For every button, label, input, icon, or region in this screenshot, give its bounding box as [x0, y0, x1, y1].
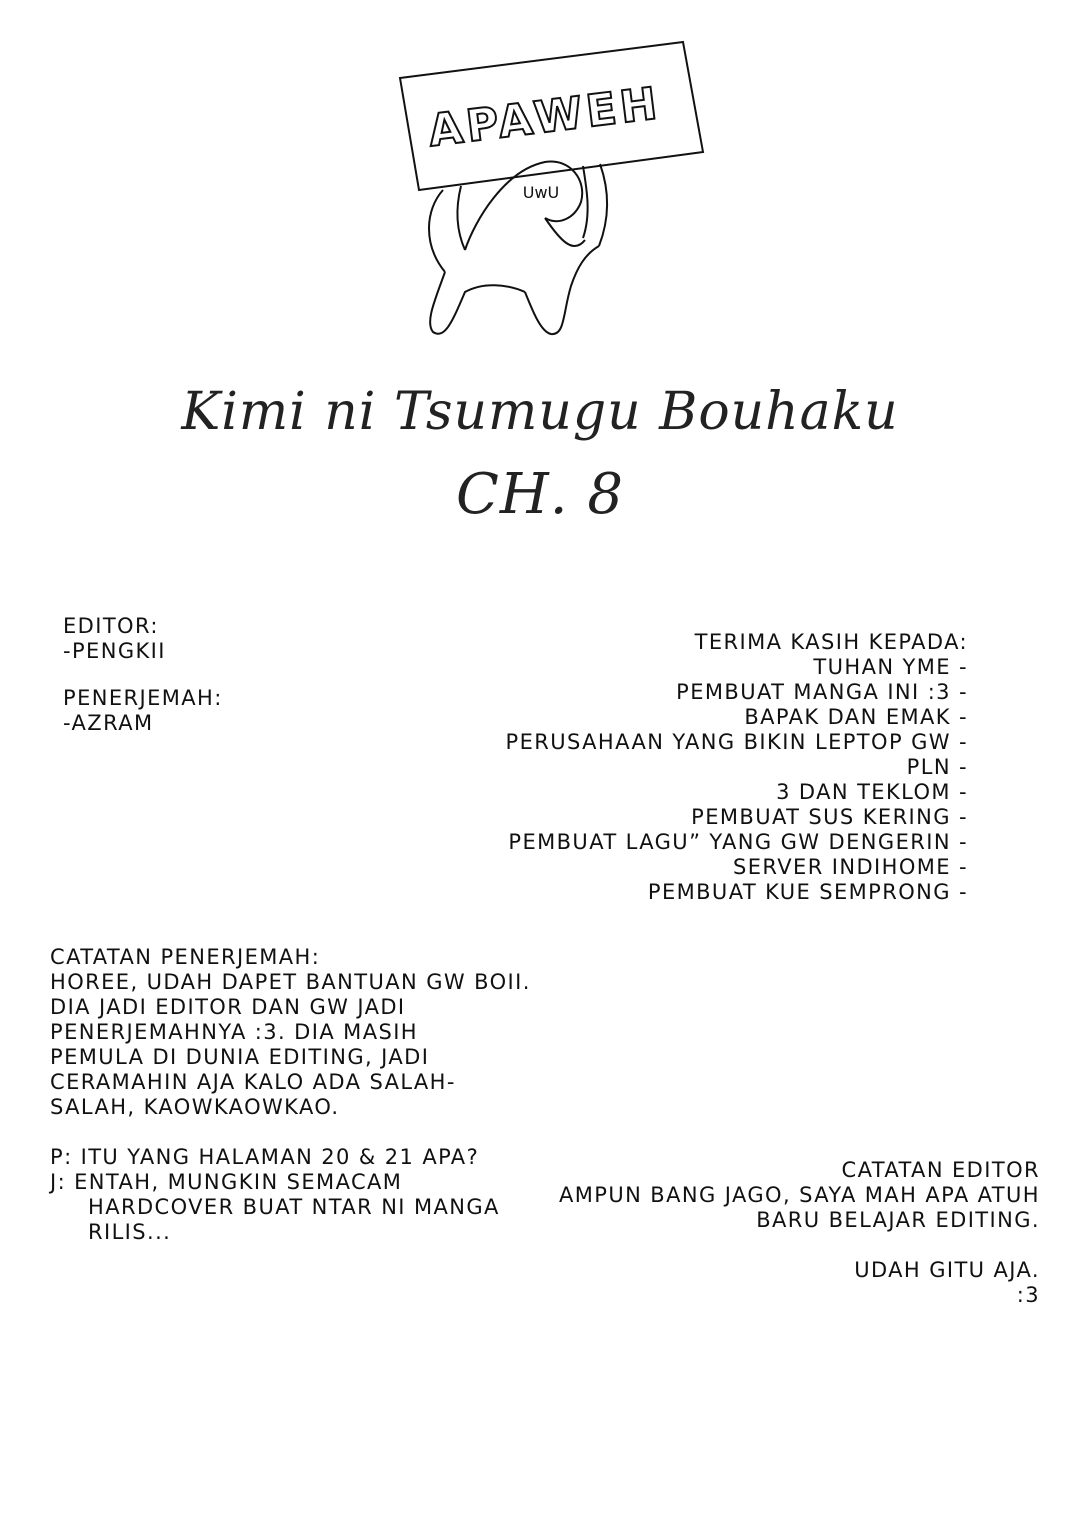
editor-name: -PENGKII — [63, 639, 166, 663]
translator-label: PENERJEMAH: — [63, 686, 223, 710]
chapter-number: CH. 8 — [456, 462, 624, 527]
mascot-face: UwU — [522, 183, 560, 202]
editor-note-line: AMPUN BANG JAGO, SAYA MAH APA ATUH — [558, 1183, 1040, 1207]
editor-note-line: BARU BELAJAR EDITING. — [756, 1208, 1040, 1232]
answer-line: HARDCOVER BUAT NTAR NI MANGA — [88, 1195, 500, 1219]
translator-note — [50, 945, 590, 1245]
thanks-item: PERUSAHAAN YANG BIKIN LEPTOP GW - — [505, 730, 968, 754]
thanks-item: PEMBUAT MANGA INI :3 - — [676, 680, 968, 704]
editor-note-heading: CATATAN EDITOR — [841, 1158, 1040, 1182]
translator-note-line: PEMULA DI DUNIA EDITING, JADI — [50, 1045, 430, 1069]
thanks-item: PEMBUAT LAGU” YANG GW DENGERIN - — [508, 830, 968, 854]
editor-closing-line: UDAH GITU AJA. — [854, 1258, 1040, 1282]
translator-note-line: CERAMAHIN AJA KALO ADA SALAH- — [50, 1070, 456, 1094]
mascot-illustration — [395, 40, 705, 345]
mascot-drawing — [395, 40, 705, 345]
translator-name: -AZRAM — [63, 711, 154, 735]
thanks-item: PLN - — [906, 755, 968, 779]
translator-note-line: DIA JADI EDITOR DAN GW JADI — [50, 995, 406, 1019]
editor-note — [559, 1158, 1040, 1308]
translator-note-line: PENERJEMAHNYA :3. DIA MASIH — [50, 1020, 418, 1044]
answer-line: J: ENTAH, MUNGKIN SEMACAM — [50, 1170, 403, 1194]
question-line: P: ITU YANG HALAMAN 20 & 21 APA? — [50, 1145, 480, 1169]
answer-line: RILIS... — [88, 1220, 172, 1244]
thanks-item: BAPAK DAN EMAK - — [744, 705, 968, 729]
thanks-item: SERVER INDIHOME - — [733, 855, 968, 879]
translator-note-line: SALAH, KAOWKAOWKAO. — [50, 1095, 340, 1119]
translator-note-line: HOREE, UDAH DAPET BANTUAN GW BOII. — [50, 970, 531, 994]
translator-note-heading: CATATAN PENERJEMAH: — [50, 945, 321, 969]
thanks-item: PEMBUAT SUS KERING - — [691, 805, 968, 829]
editor-label: EDITOR: — [63, 614, 159, 638]
staff-credits — [63, 614, 223, 736]
sign-text: APAWEH — [425, 77, 664, 158]
thanks-item: PEMBUAT KUE SEMPRONG - — [647, 880, 968, 904]
thanks-item: 3 DAN TEKLOM - — [776, 780, 968, 804]
series-title: Kimi ni Tsumugu Bouhaku — [181, 382, 899, 442]
thanks-item: TUHAN YME - — [813, 655, 968, 679]
thanks-list — [506, 630, 968, 905]
editor-closing-line: :3 — [1016, 1283, 1040, 1307]
thanks-heading: TERIMA KASIH KEPADA: — [694, 630, 968, 654]
